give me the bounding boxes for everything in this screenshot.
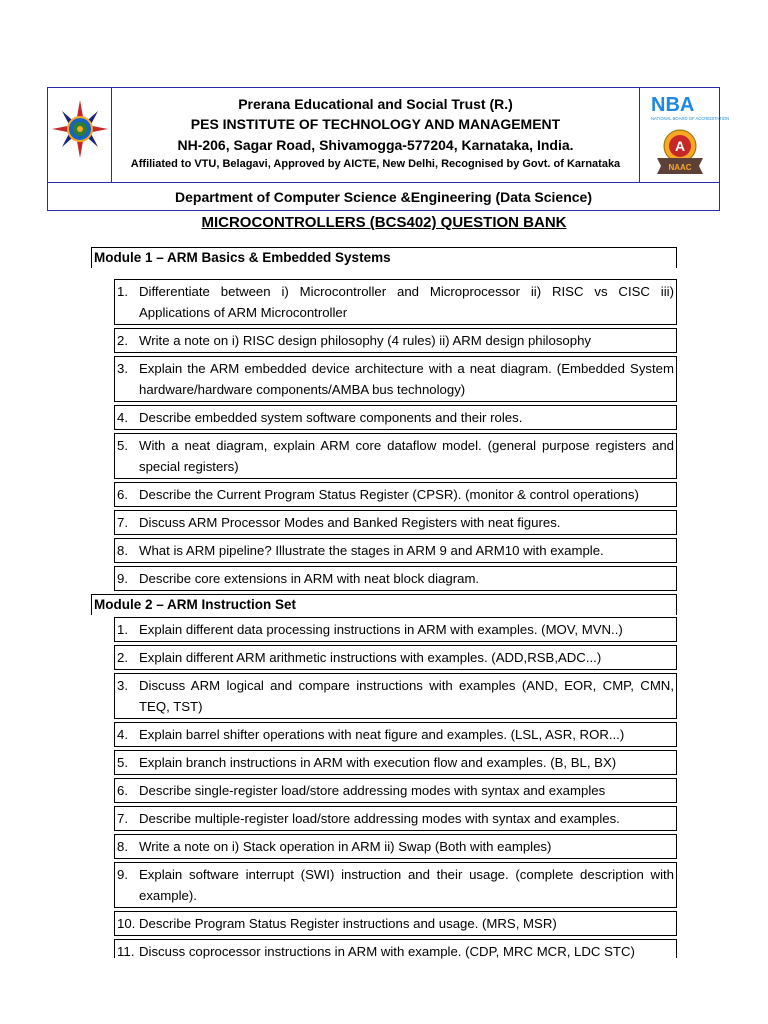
- question-number: 1.: [117, 284, 128, 299]
- nba-logo-text: NBA: [651, 94, 695, 116]
- question-item: [114, 939, 677, 958]
- institute-address: NH-206, Sagar Road, Shivamogga-577204, Karnataka, India.: [177, 137, 574, 153]
- question-number: 4.: [117, 727, 128, 742]
- department-name: Department of Computer Science &Engineering (Data Science): [48, 182, 719, 211]
- trust-name: Prerana Educational and Social Trust (R.): [238, 96, 513, 112]
- question-text: Write a note on i) Stack operation in ARM ii) Swap (Both with eamples): [139, 839, 552, 854]
- question-item: [114, 617, 677, 642]
- question-text: Explain branch instructions in ARM with execution flow and examples. (B, BL, BX): [139, 755, 617, 770]
- question-number: 8.: [117, 543, 128, 558]
- question-number: 4.: [117, 410, 128, 425]
- question-number: 3.: [117, 361, 128, 376]
- accreditation-cell: [639, 88, 730, 182]
- question-text: Explain the ARM embedded device architecture with a neat diagram. (Embedded System hardware/hardware components/AMBA bus technology): [139, 361, 674, 397]
- question-item: [114, 834, 677, 859]
- question-text: Write a note on i) RISC design philosophy (4 rules) ii) ARM design philosophy: [139, 333, 592, 348]
- question-text: Describe single-register load/store addressing modes with syntax and examples: [139, 783, 606, 798]
- module-1-question-list: [114, 279, 677, 594]
- letterhead: [47, 87, 730, 211]
- question-number: 7.: [117, 811, 128, 826]
- question-text: Describe core extensions in ARM with neat block diagram.: [139, 571, 480, 586]
- module-2-question-list: [114, 617, 677, 961]
- question-item: [114, 722, 677, 747]
- question-item: [114, 482, 677, 507]
- question-number: 5.: [117, 438, 128, 453]
- question-number: 10.: [117, 916, 136, 931]
- question-item: [114, 806, 677, 831]
- question-item: [114, 405, 677, 430]
- compass-logo-icon: [48, 88, 112, 182]
- question-text: Discuss ARM logical and compare instructions with examples (AND, EOR, CMP, CMN, TEQ, TST): [139, 678, 674, 714]
- question-text: Describe embedded system software components and their roles.: [139, 410, 523, 425]
- question-item: [114, 538, 677, 563]
- question-number: 7.: [117, 515, 128, 530]
- question-number: 6.: [117, 783, 128, 798]
- question-item: [114, 645, 677, 670]
- page-title: MICROCONTROLLERS (BCS402) QUESTION BANK: [201, 214, 567, 231]
- question-item: [114, 328, 677, 353]
- question-number: 8.: [117, 839, 128, 854]
- question-item: [114, 750, 677, 775]
- question-item: [114, 566, 677, 591]
- question-number: 1.: [117, 622, 128, 637]
- nba-logo-subtext: NATIONAL BOARD OF ACCREDITATION: [651, 116, 730, 121]
- question-text: Describe the Current Program Status Register (CPSR). (monitor & control operations): [139, 487, 639, 502]
- question-item: [114, 279, 677, 325]
- question-number: 9.: [117, 867, 128, 882]
- question-text: Describe multiple-register load/store addressing modes with syntax and examples.: [139, 811, 620, 826]
- question-item: [114, 911, 677, 936]
- question-number: 11.: [117, 944, 135, 959]
- institute-affiliation: Affiliated to VTU, Belagavi, Approved by AICTE, New Delhi, Recognised by Govt. of Karnataka: [130, 158, 621, 170]
- question-text: Explain different data processing instructions in ARM with examples. (MOV, MVN..): [139, 622, 623, 637]
- question-item: [114, 356, 677, 402]
- question-number: 3.: [117, 678, 128, 693]
- question-item: [114, 510, 677, 535]
- question-item: [114, 673, 677, 719]
- institute-logo-cell: [48, 88, 112, 182]
- question-item: [114, 862, 677, 908]
- institute-details: [112, 88, 639, 182]
- module-1-heading: Module 1 – ARM Basics & Embedded Systems: [91, 247, 677, 268]
- naac-text: NAAC: [668, 163, 692, 172]
- question-number: 6.: [117, 487, 128, 502]
- naac-grade: A: [674, 138, 686, 154]
- question-text: Discuss ARM Processor Modes and Banked Registers with neat figures.: [139, 515, 561, 530]
- question-number: 2.: [117, 650, 128, 665]
- question-text: Discuss coprocessor instructions in ARM with example. (CDP, MRC MCR, LDC STC): [139, 944, 635, 959]
- question-number: 2.: [117, 333, 128, 348]
- module-2-heading: Module 2 – ARM Instruction Set: [91, 594, 677, 615]
- question-text: Explain barrel shifter operations with neat figure and examples. (LSL, ASR, ROR...): [139, 727, 625, 742]
- question-text: Describe Program Status Register instructions and usage. (MRS, MSR): [139, 916, 557, 931]
- question-item: [114, 778, 677, 803]
- question-text: Differentiate between i) Microcontroller and Microprocessor ii) RISC vs CISC iii) Applications of ARM Microcontroller: [139, 284, 674, 320]
- naac-badge-icon: [641, 128, 719, 176]
- question-item: [114, 433, 677, 479]
- question-number: 9.: [117, 571, 128, 586]
- institute-name: PES INSTITUTE OF TECHNOLOGY AND MANAGEMENT: [190, 116, 561, 132]
- nba-logo-icon: [641, 90, 730, 130]
- question-number: 5.: [117, 755, 128, 770]
- question-text: Explain different ARM arithmetic instructions with examples. (ADD,RSB,ADC...): [139, 650, 602, 665]
- question-text: Explain software interrupt (SWI) instruction and their usage. (complete description with example).: [139, 867, 674, 903]
- question-text: With a neat diagram, explain ARM core dataflow model. (general purpose registers and special registers): [139, 438, 674, 474]
- question-text: What is ARM pipeline? Illustrate the stages in ARM 9 and ARM10 with example.: [139, 543, 604, 558]
